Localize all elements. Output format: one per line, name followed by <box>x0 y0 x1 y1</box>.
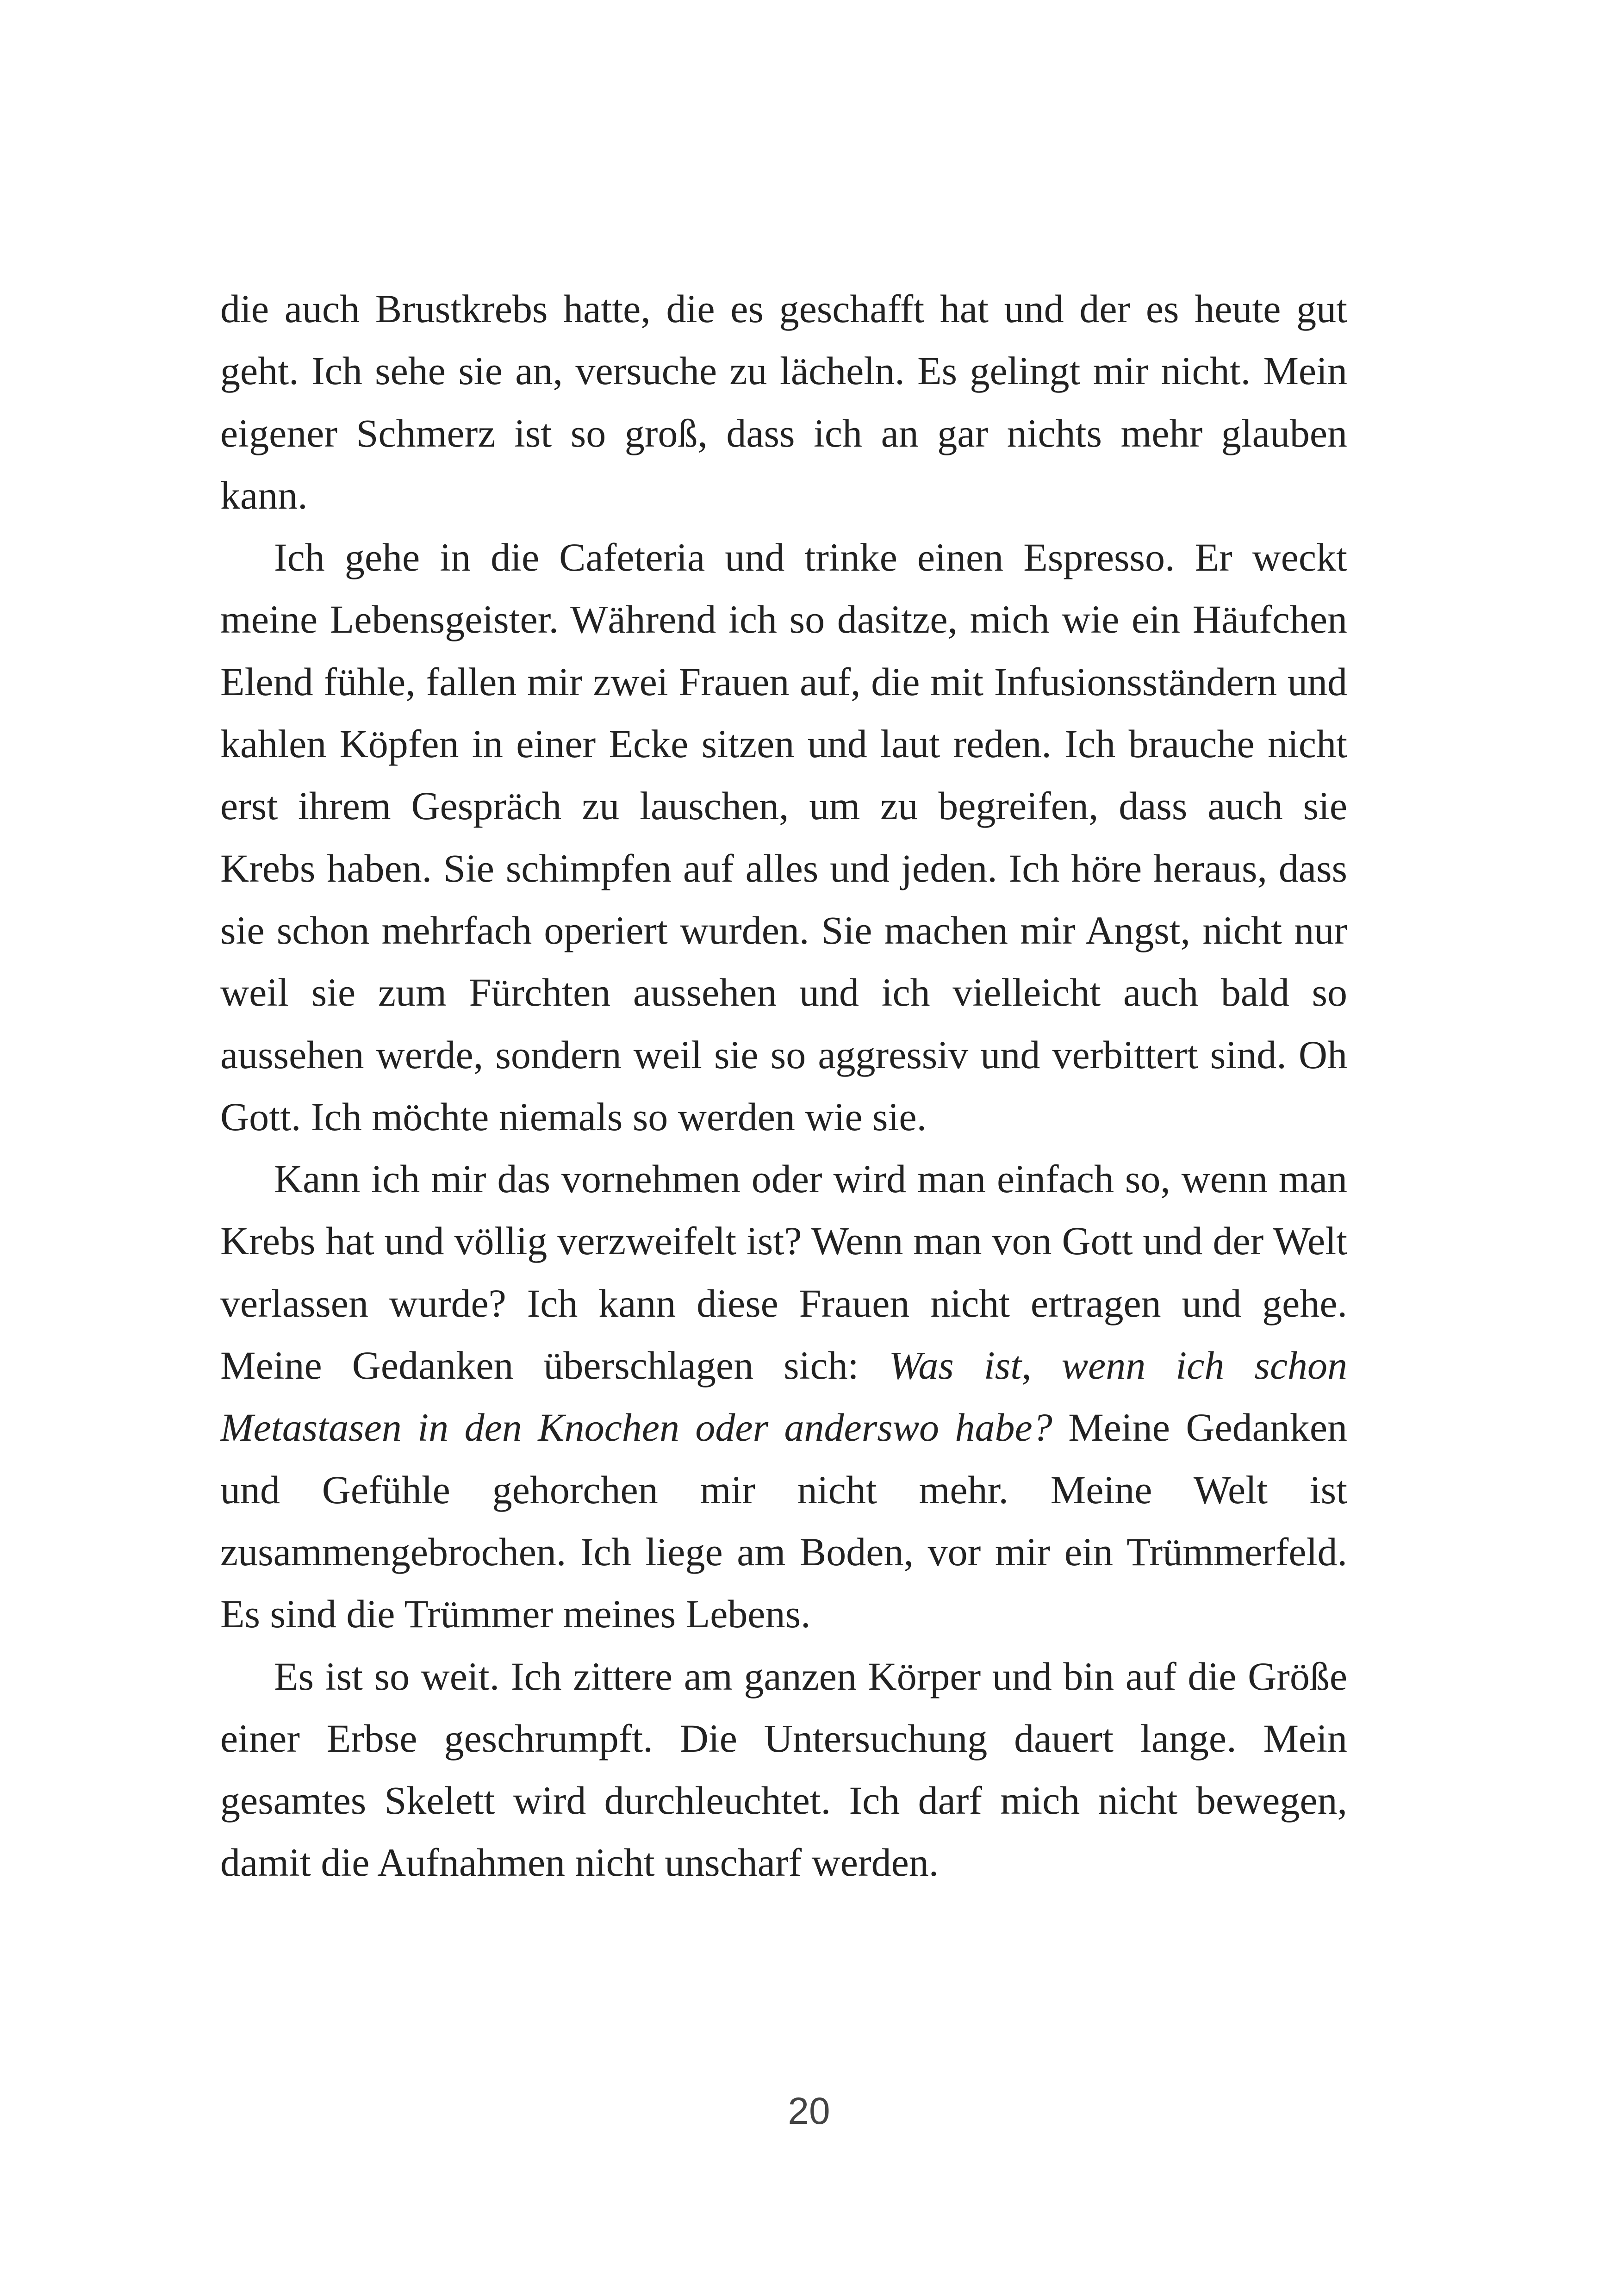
paragraph-4: Es ist so weit. Ich zittere am ganzen Körper und bin auf die Größe einer Erbse geschrumpft. Die Untersuchung dauert lange. Mein gesamtes Skelett wird durchleuchtet. Ich darf mich nicht bewegen, damit die Aufnahmen nicht unscharf werden. <box>220 1654 1347 1885</box>
body-text <box>220 278 1347 1894</box>
paragraph-3-text-before: Kann ich mir das vornehmen oder wird man einfach so, wenn man Krebs hat und völlig verzweifelt ist? Wenn man von Gott und der Welt verlassen wurde? Ich kann diese Frauen nicht ertragen und gehe. Meine Gedanken überschlagen sich: <box>220 1157 1347 1388</box>
paragraph-3-text-after: Meine Gedanken und Gefühle gehorchen mir nicht mehr. Meine Welt ist zusammengebrochen. Ich liege am Boden, vor mir ein Trümmerfeld. Es sind die Trümmer meines Lebens. <box>220 1405 1348 1636</box>
paragraph-2: Ich gehe in die Cafeteria und trinke einen Espresso. Er weckt meine Lebensgeister. Während ich so dasitze, mich wie ein Häufchen Elend fühle, fallen mir zwei Frauen auf, die mit Infusionsständern und kahlen Köpfen in einer Ecke sitzen und laut reden. Ich brauche nicht erst ihrem Gespräch zu lauschen, um zu begreifen, dass auch sie Krebs haben. Sie schimpfen auf alles und jeden. Ich höre heraus, dass sie schon mehrfach operiert wurden. Sie machen mir Angst, nicht nur weil sie zum Fürchten aussehen und ich vielleicht auch bald so aussehen werde, sondern weil sie so aggressiv und verbittert sind. Oh Gott. Ich möchte niemals so werden wie sie. <box>220 535 1347 1139</box>
page-number: 20 <box>788 2090 830 2132</box>
paragraph-3-italic-thought: Was ist, wenn ich schon Metastasen in den Knochen oder anderswo habe? <box>220 1343 1348 1450</box>
paragraph-1: die auch Brustkrebs hatte, die es geschafft hat und der es heute gut geht. Ich sehe sie an, versuche zu lächeln. Es gelingt mir nicht. Mein eigener Schmerz ist so groß, dass ich an gar nichts mehr glauben kann. <box>220 286 1347 517</box>
paragraph-3 <box>220 1148 1347 1645</box>
